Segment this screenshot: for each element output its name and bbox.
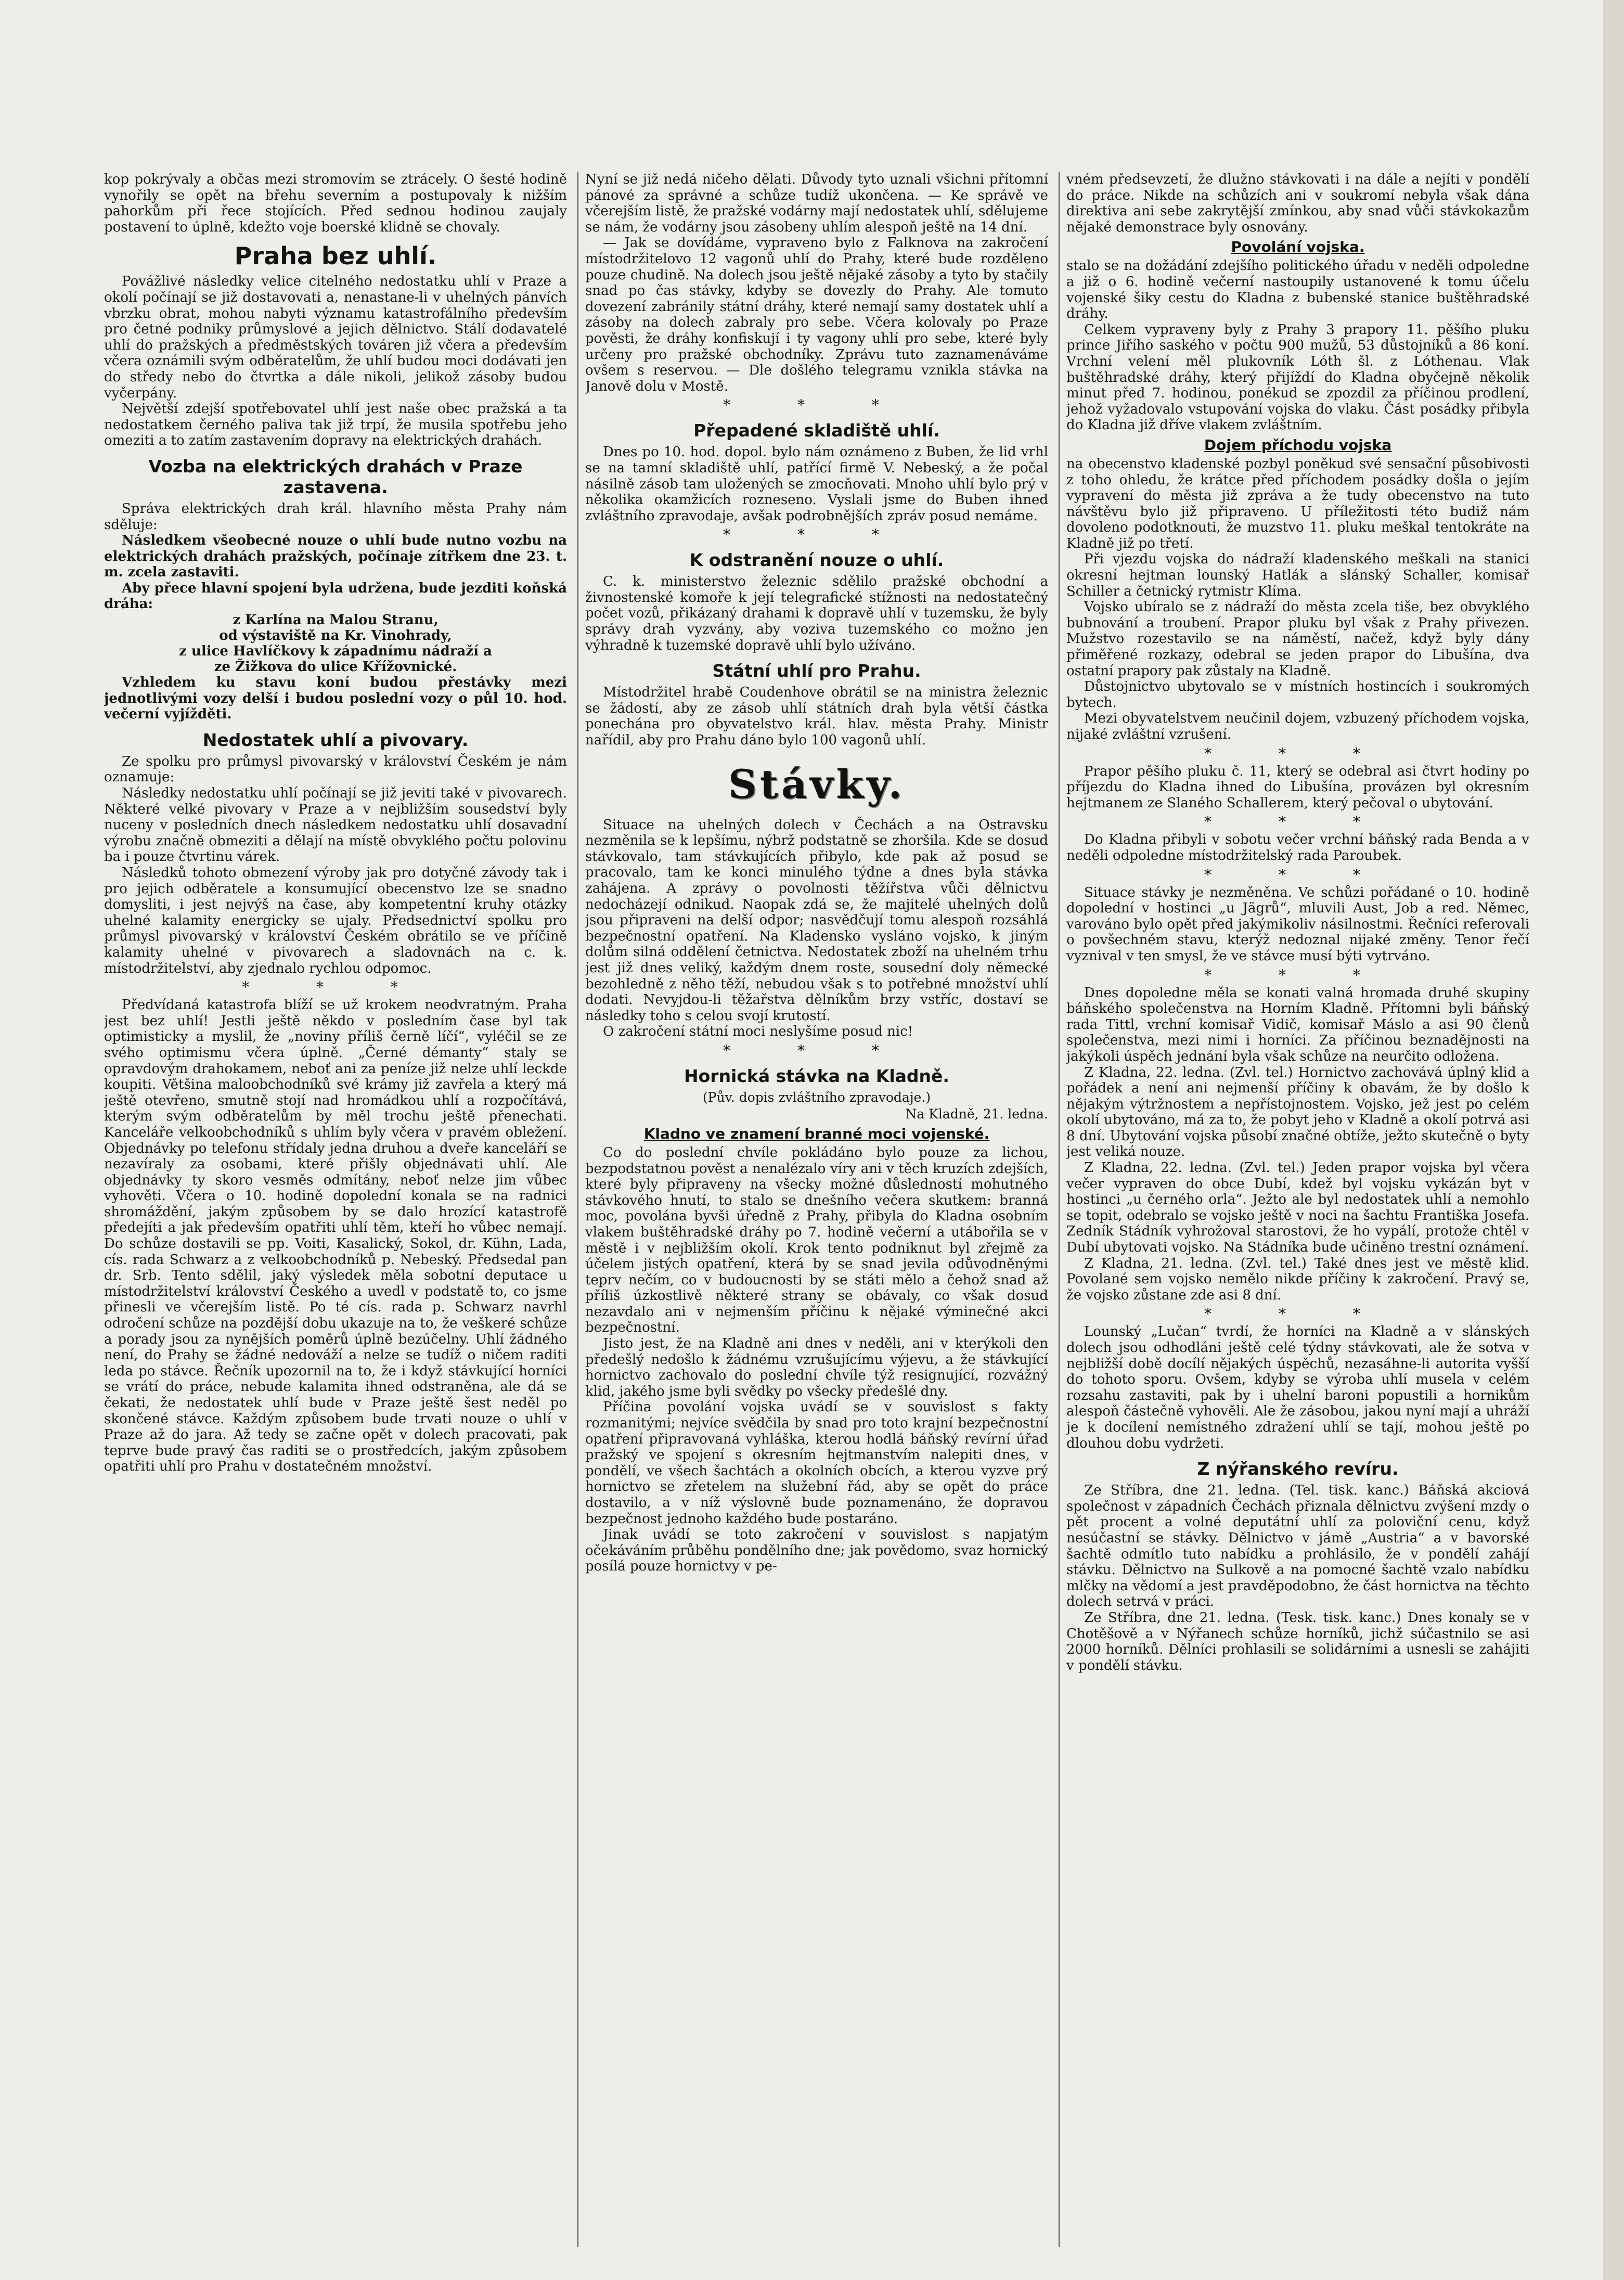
article-columns bbox=[104, 172, 1529, 2247]
headline-statni-uhli: Státní uhlí pro Prahu. bbox=[712, 661, 921, 681]
paragraph: Dnes po 10. hod. dopol. bylo nám oznámeno z Buben, že lid vrhl se na tamní skladiště uhlí, patřící firmě V. Nebeský, a že počal násilně zásob tam uložených se zmocňovati. Mnoho uhlí bylo prý v několika okamžicích rozneseno. Vyslali jsme do Buben ihned zvláštního zpravodaje, avšak podrobnějších zpráv posud nemáme. bbox=[585, 444, 1048, 524]
tram-route-list bbox=[104, 612, 567, 675]
paragraph: Lounský „Lučan“ tvrdí, že horníci na Kladně a v slánských dolech jsou odhodláni ještě celé týdny stávkovati, ale že sotva v nejbližší době docílí nějakých úspěchů, nezasáhne-li autorita vyšší do tohoto sporu. Ovšem, kdyby se výroba uhlí musela v celém rozsahu zastaviti, pak by i uhelní baroni popustili a hornikům alespoň částečně vyhověli. Ale že zásobou, jakou nyní mají a uhráží je k docílení nemístného zdražení uhlí se tají, mohou ještě po dlouhou dobu vydržeti. bbox=[1066, 1324, 1529, 1451]
paragraph: Do Kladna přibyli v sobotu večer vrchní báňský rada Benda a v neděli odpoledne místodržitelský rada Paroubek. bbox=[1066, 832, 1529, 864]
paragraph: Z Kladna, 22. ledna. (Zvl. tel.) Hornictvo zachovává úplný klid a pořádek a není ani nejmenší příčiny k obavám, že by došlo k nějakým výtržnostem a nepřístojnostem. Vojsko, jež jest po celém okolí ubytováno, má za to, že pobyt jeho v Kladně a okolí potrvá asi 8 dní. Ubytování vojska působí značné obtíže, ježto skutečně o byty jest veliká nouze. bbox=[1066, 1064, 1529, 1160]
paragraph: Největší zdejší spotřebovatel uhlí jest naše obec pražská a ta nedostatkem černého paliva tak již trpí, že musila spotřebu jeho omeziti a to zatím zastavením dopravy na elektrických drahách. bbox=[104, 401, 567, 449]
paragraph: Dnes dopoledne měla se konati valná hromada druhé skupiny báňského společenstva na Horním Kladně. Přítomni byli báňský rada Tittl, vrchní komisař Vidič, komisař Máslo a asi 90 členů společenstva, mezi nimi i horníci. Za příčinou beznadějnosti na jakýkoli úspěch jednání byla však schůze na neurčito odložena. bbox=[1066, 985, 1529, 1064]
paragraph: C. k. ministerstvo železnic sdělilo pražské obchodní a živnostenské komoře k její telegrafické stížnosti na nedostatečný počet vozů, přikázaný drahami k dopravě uhlí v tuzemsku, že byly správy drah vyzvány, aby voziva tuzemského co možno jen výhradně k tuzemské dopravě uhlí bylo užíváno. bbox=[585, 574, 1048, 653]
paragraph: vném předsevzetí, že dlužno stávkovati i na dále a nejíti v pondělí do práce. Nikde na schůzích ani v soukromí nebyla však dána direktiva ani sebe zakrytější zmínkou, aby snad vůči stávkokazům nějaké demonstrace byly osnovány. bbox=[1066, 172, 1529, 235]
paragraph: Mezi obyvatelstvem neučinil dojem, vzbuzený příchodem vojska, nijaké zvláštní vzrušení. bbox=[1066, 711, 1529, 742]
list-item: ze Žižkova do ulice Křížovnické. bbox=[214, 659, 457, 675]
paragraph: Aby přece hlavní spojení byla udržena, bude jezditi koňská dráha: bbox=[104, 580, 567, 612]
paragraph: Povážlivé následky velice citelného nedostatku uhlí v Praze a okolí počínají se již dostavovati a, nenastane-li v uhelných pánvích vbrzku obrat, mohou nabyti významu katastrofálního především pro četné podniky průmyslové a jejich dělnictvo. Stálí dodavatelé uhlí do pražských a předměstských továren již včera a především včera oznámili svým odběratelům, že uhlí budou moci dodávati jen do středy nebo do čtvrtka a dále nikoli, jelikož zásoby budou vyčerpány. bbox=[104, 274, 567, 401]
paragraph: Ze Stříbra, dne 21. ledna. (Tesk. tisk. kanc.) Dnes konaly se v Chotěšově a v Nýřanech schůze horníků, jichž súčastnilo se asi 2000 horníků. Dělníci prohlasili se solidárními a usnesli se zahájiti v pondělí stávku. bbox=[1066, 1609, 1529, 1673]
column-1 bbox=[104, 172, 567, 2247]
headline-prepadene-skladiste: Přepadené skladiště uhlí. bbox=[693, 420, 940, 441]
paragraph: Z Kladna, 22. ledna. (Zvl. tel.) Jeden prapor vojska byl včera večer vypraven do obce Dubí, kdež byl vojsku vykázán byt v hostinci „u černého orla“. Ježto ale byl nedostatek uhlí a nemohlo se topit, odebralo se vojsko ještě v noci na šachtu Františka Josefa. Zedník Stádník vyhrožoval starostovi, že ho vypálí, protože chtěl v Dubí ubytovati vojsko. Na Stádníka bude učiněno trestní oznámení. bbox=[1066, 1160, 1529, 1256]
list-item: od výstaviště na Kr. Vinohrady, bbox=[219, 628, 452, 644]
headline-vozba: Vozba na elektrických drahách v Praze zastavena. bbox=[148, 456, 523, 497]
paragraph: Následkem všeobecné nouze o uhlí bude nutno vozbu na elektrických drahách pražských, počínaje zítřkem dne 23. t. m. zcela zastaviti. bbox=[104, 533, 567, 581]
paragraph: Při vjezdu vojska do nádraží kladenského meškali na stanici okresní hejtman lounský Hatlák a slánský Schaller, komisař Schiller a četnický rytmistr Klíma. bbox=[1066, 551, 1529, 599]
paragraph: Nyní se již nedá ničeho dělati. Důvody tyto uznali všichni přítomní pánové za správné a schůze tudíž ukončena. — Ke správě ve včerejším listě, že pražské vodárny mají nedostatek uhlí, sdělujeme se nám, že vodárny jsou zásobeny uhlím alespoň ještě na 14 dní. bbox=[585, 172, 1048, 235]
paragraph: Vojsko ubíralo se z nádraží do města zcela tiše, bez obvyklého bubnování a troubení. Prapor pluku byl však z Prahy přivezen. Mužstvo rozestavilo se na náměstí, načež, když byly dány přiměřené rozkazy, odebral se jeden prapor do Libušína, dva ostatní prapory pak zůstaly na Kladně. bbox=[1066, 599, 1529, 679]
section-separator: * * * bbox=[1204, 866, 1391, 883]
paragraph: Místodržitel hrabě Coudenhove obrátil se na ministra železnic se žádostí, aby ze zásob uhlí státních drah byla větší částka ponechána pro obyvatelstvo král. hlav. města Prahy. Ministr nařídil, aby pro Prahu dáno bylo 100 vagonů uhlí. bbox=[585, 685, 1048, 749]
headline-nyransky-revir: Z nýřanského revíru. bbox=[1197, 1459, 1399, 1479]
section-separator: * * * bbox=[1204, 1305, 1391, 1323]
byline: (Pův. dopis zvláštního zpravodaje.) bbox=[702, 1089, 931, 1105]
section-separator: * * * bbox=[1204, 813, 1391, 831]
paragraph: Z Kladna, 21. ledna. (Zvl. tel.) Také dnes jest ve městě klid. Povolané sem vojsko nemělo nikde příčiny k zakročení. Pravý se, že vojsko zůstane zde asi 8 dní. bbox=[1066, 1255, 1529, 1303]
section-separator: * * * bbox=[723, 1041, 910, 1059]
paragraph: Situace stávky je nezměněna. Ve schůzi pořádané o 10. hodině dopolední v hostinci „u Jägrů“, mluvili Aust, Job a red. Němec, varováno bylo opět před jakýmikoliv násilnostmi. Řečníci referovali o povšechném stavu, kterýž nedoznal nijaké změny. Tenor řečí vyznival v ten smysl, že ve stávce musí býti vytrváno. bbox=[1066, 884, 1529, 964]
paragraph: Jisto jest, že na Kladně ani dnes v neděli, ani v kterýkoli den předešlý nedošlo k žádnému vzrušujícímu výjevu, a že stávkující hornictvo zachovalo do poslední chvíle týž resignující, rozvážný klid, jakého jsme byli svědky po všecky předešlé dny. bbox=[585, 1336, 1048, 1399]
paragraph: O zakročení státní moci neslyšíme posud nic! bbox=[603, 1024, 913, 1040]
headline-pivovary: Nedostatek uhlí a pivovary. bbox=[202, 729, 469, 750]
subheadline-povolani-vojska: Povolání vojska. bbox=[1231, 238, 1365, 256]
paragraph: Ze Stříbra, dne 21. ledna. (Tel. tisk. kanc.) Báňská akciová společnost v západních Čechách přiznala dělnictvu zvýšení mzdy o pět procent a volné deputátní uhlí za poloviční cenu, když nesúčastní se stávky. Dělnictvo v jámě „Austria“ a v bavorské šachtě odmítlo tuto nabídku a prohlásilo, že v pondělí zahájí stávku. Dělnictvo na Sulkově a na pomocné šachtě vzalo nabídku mlčky na vědomí a jest pravděpodobno, že část hornictva na těchto dolech setrvá v práci. bbox=[1066, 1483, 1529, 1610]
section-separator: * * * bbox=[242, 978, 429, 996]
paragraph: Ze spolku pro průmysl pivovarský v království Českém je nám oznamuje: bbox=[104, 753, 567, 785]
paragraph: stalo se na dožádání zdejšího politického úřadu v neděli odpoledne a již o 6. hodině večerní nastoupily ustanovené k tomu účelu vojenské šiky cestu do Kladna z bubenské stanice buštěhradské dráhy. bbox=[1066, 258, 1529, 322]
paragraph: Co do poslední chvíle pokládáno bylo pouze za lichou, bezpodstatnou pověst a nenalézalo víry ani v těch kruzích zdejších, které byly připraveny na všecky možné důsledností mohutného stávkového hnutí, to stalo se dnešního večera skutkem: branná moc, povolána byvši úředně z Prahy, přibyla do Kladna osobním vlakem buštěhradské dráhy po 7. hodině večerní a utábořila se v městě i v nejbližším okolí. Krok tento podniknut byl zřejmě za účelem jistých opatření, která by se snad jevila odůvodněnými teprv nečím, co v budoucnosti by se státi mělo a čehož snad až příliš úzkostlivě některé strany se obávaly, co však dosud nezavdalo ani v nejmenším příčinu k nějaké výminečné akci bezpečnostní. bbox=[585, 1144, 1048, 1336]
headline-stavky: Stávky. bbox=[728, 761, 905, 807]
paragraph: Správa elektrických drah král. hlavního města Prahy nám sděluje: bbox=[104, 500, 567, 533]
paragraph: Prapor pěšího pluku č. 11, který se odebral asi čtvrt hodiny po příjezdu do Kladna ihned do Libušína, provázen byl okresním hejtmanem ze Slaného Schallerem, který pečoval o ubytování. bbox=[1066, 763, 1529, 811]
paragraph: Důstojnictvo ubytovalo se v místních hostincích i soukromých bytech. bbox=[1066, 679, 1529, 711]
paragraph: Předvídaná katastrofa blíží se už krokem neodvratným. Praha jest bez uhlí! Jestli ještě někdo v posledním čase byl tak optimisticky a myslil, že „noviny příliš černě líčí“, vyléčil se ze svého optimismu včera úplně. „Černé démanty“ staly se opravdovým drahokamem, neboť ani za peníze již nelze uhlí leckde koupiti. Většina maloobchodníků své krámy již zavřela a který má ještě otevřeno, smutně stojí nad hromádkou uhlí a rozpočítává, kterým svým odběratelům by měl trochu ještě přenechati. Kanceláře velkoobchodníků s uhlím byly včera v pravém obležení. Objednávky po telefonu střídaly jedna druhou a dveře kanceláří se nezavíraly za osobami, které přišly objednávati uhlí. Ale objednávky ty skoro vesměs odmítány, neboť nelze jim vůbec vyhověti. Včera o 10. hodině dopolední konala se na radnici shromáždění, jakým způsobem by se dalo hrozící katastrofě předejíti a jak především opatřiti uhlí těm, kteří ho vůbec nemají. Do schůze dostavili se pp. Voiti, Kasalický, Sokol, dr. Kühn, Lada, cís. rada Schwarz a z velkoobchodníků p. Nebeský. Předsedal pan dr. Srb. Tento sdělil, jaký výsledek měla sobotní deputace u místodržitelství království Českého a uvedl v podstatě to, co jsme přinesli ve včerejším listě. Po té cís. rada p. Schwarz navrhl odročení schůze na pozdější dobu ukazuje na to, že veškeré schůze a porady jsou za nynějších poměrů úplně bezúčelny. Uhlí žádného není, do Prahy se žádné nedováží a nelze se tudíž o ničem raditi leda po stávce. Řečník upozornil na to, že i když stávkující horníci se vrátí do práce, nebude kalamita ihned odstraněna, ale dá se čekati, že nedostatek uhlí bude v Praze ještě šest neděl po skončené stávce. Každým způsobem bude trvati nouze o uhlí v Praze až do jara. Až tedy se začne opět v dolech pracovati, pak teprve bude pravý čas raditi se o prostředcích, jakým způsobem opatřiti uhlí pro Prahu v dostatečném množství. bbox=[104, 997, 567, 1475]
article-continuation: kop pokrývaly a občas mezi stromovím se ztrácely. O šesté hodině vynořily se opět na břehu severním a postupovaly k nižším pahorkům při řece stojících. Před sednou hodinou zaujaly postavení to úplně, kdežto voje boerské klidně se chovaly. bbox=[104, 172, 567, 235]
paragraph: Situace na uhelných dolech v Čechách a na Ostravsku nezměnila se k lepšímu, nýbrž podstatně se zhoršila. Kde se dosud stávkovalo, tam stávkujících přibylo, kde pak až posud se pracovalo, tam ke konci minulého týdne a dnes byla stávka zahájena. A zprávy o povolnosti těžířstva vůči dělnictvu nedocházejí odnikud. Naopak zdá se, že majitelé uhelných dolů jsou připraveni na delší odpor; nasvědčují tomu alespoň rozsáhlá bezpečnostní opatření. Na Kladensko vysláno vojsko, k jiným dolům silná oddělení četnictva. Nedostatek zboží na uhelném trhu jest již dnes veliký, každým dnem roste, sousední doly německé bezohledně z něho těží, nebudou však s to potřebné množství uhlí dodati. Nevyjdou-li těžařstva dělníkům brzy vstříc, dostaví se následky toho s celou svojí krutostí. bbox=[585, 817, 1048, 1024]
headline-praha-bez-uhli: Praha bez uhlí. bbox=[234, 242, 437, 270]
section-separator: * * * bbox=[1204, 744, 1391, 762]
column-2 bbox=[585, 172, 1048, 2247]
section-separator: * * * bbox=[1204, 966, 1391, 984]
paragraph: na obecenstvo kladenské pozbyl poněkud své sensační působivosti z toho ohledu, že krátce před příchodem posádky došla o jejím vypravení do města již zpráva a že tudy obecenstvo na tuto návštěvu bylo již připraveno. U příležitosti této budiž nám dovoleno podotknouti, že muzstvo 11. pluku meškal tentokráte na Kladně již po třetí. bbox=[1066, 456, 1529, 551]
section-separator: * * * bbox=[723, 526, 910, 544]
paragraph: Jinak uvádí se toto zakročení v souvislost s napjatým očekáváním průběhu pondělního dne; jak povědomo, svaz hornický posílá pouze hornictvy v pe- bbox=[585, 1527, 1048, 1575]
dateline: Na Kladně, 21. ledna. bbox=[905, 1106, 1048, 1122]
column-3 bbox=[1066, 172, 1529, 2247]
paragraph: — Jak se dovídáme, vypraveno bylo z Falknova na zakročení místodržitelovo 12 vagonů uhlí do Prahy, které bude rozděleno pouze chudině. Na dolech jsou ještě nějaké zásoby a tyto by stačily snad po čas stávky, kdyby se dovezly do Prahy. Ale tomuto dovezení zabránily státní dráhy, které nemají samy dostatek uhlí a zásoby na dolech zabraly pro sebe. Včera kolovaly po Praze pověsti, že dráhy konfiskují i ty vagony uhlí pro sebe, které byly určeny pro pražské obchodníky. Zprávu tuto zaznamenáváme ovšem s reservou. — Dle došlého telegramu vznikla stávka na Janově dolu v Mostě. bbox=[585, 235, 1048, 394]
headline-hornicka-stavka: Hornická stávka na Kladně. bbox=[684, 1065, 949, 1086]
headline-odstraneni-nouze: K odstranění nouze o uhlí. bbox=[689, 550, 944, 571]
paragraph: Celkem vypraveny byly z Prahy 3 prapory 11. pěšího pluku prince Jiřího saského v počtu 900 mužů, 53 důstojníků a 86 koní. Vrchní velení měl plukovník Lóth šl. z Lóthenau. Vlak buštěhradské dráhy, který přijíždí do Kladna obyčejně několik minut před 7. hodinou, ponékud se zpozdil za příčinou prodlení, jehož vyžadovalo vstupování vojska do vlaku. Část posádky přibyla do Kladna již dříve vlakem zvláštním. bbox=[1066, 321, 1529, 433]
section-separator: * * * bbox=[723, 396, 910, 414]
paragraph: Následků tohoto obmezení výroby jak pro dotyčné závody tak i pro jejich odběratele a konsumující obecenstvo lze se snadno domysliti, i jest nejvýš na čase, aby kompetentní kruhy otázky uhelné kalamity energicky se ujaly. Předsednictví spolku pro průmysl pivovarský v království Českém obrátilo se ve příčině kalamity uhelné v pivovarech a sladovnách na c. k. místodržitelství, aby zjednalo rychlou odpomoc. bbox=[104, 865, 567, 976]
page-edge bbox=[1603, 0, 1624, 2280]
paragraph: Následky nedostatku uhlí počínají se již jeviti také v pivovarech. Některé velké pivovary v Praze a v nejbližším sousedství byly nuceny v posledních dnech následkem nedostatku uhlí dosavadní výrobu značně obmeziti a dělají na místě obvyklého počtu polovinu ba i pouze čtvrtinu várek. bbox=[104, 785, 567, 865]
list-item: z ulice Havlíčkovy k západnímu nádraží a bbox=[179, 643, 492, 660]
paragraph: Vzhledem ku stavu koní budou přestávky mezi jednotlivými vozy delší i budou poslední vozy o půl 10. hod. večerní vyjížděti. bbox=[104, 675, 567, 723]
subheadline-dojem: Dojem příchodu vojska bbox=[1204, 436, 1392, 454]
list-item: z Karlína na Malou Stranu, bbox=[233, 612, 439, 628]
paragraph: Příčina povolání vojska uvádí se v souvislost s fakty rozmanitými; nejvíce svědčila by snad pro toto krajní bezpečnostní opatření připravovaná vyhláška, kterou hodlá báňský revírní úřad pražský ve spojení s okresním hejtmanstvím nalepiti dnes, v pondělí, ve všech šachtách a okolních obcích, a kterou vyzve prý hornictvo se zřetelem na služební řád, aby se opět do práce dostavilo, a v níž výslovně bude poznamenáno, že dopravou bezpečnost jednoho každého bude postaráno. bbox=[585, 1399, 1048, 1527]
subheadline-kladno: Kladno ve znamení branné moci vojenské. bbox=[643, 1125, 990, 1142]
